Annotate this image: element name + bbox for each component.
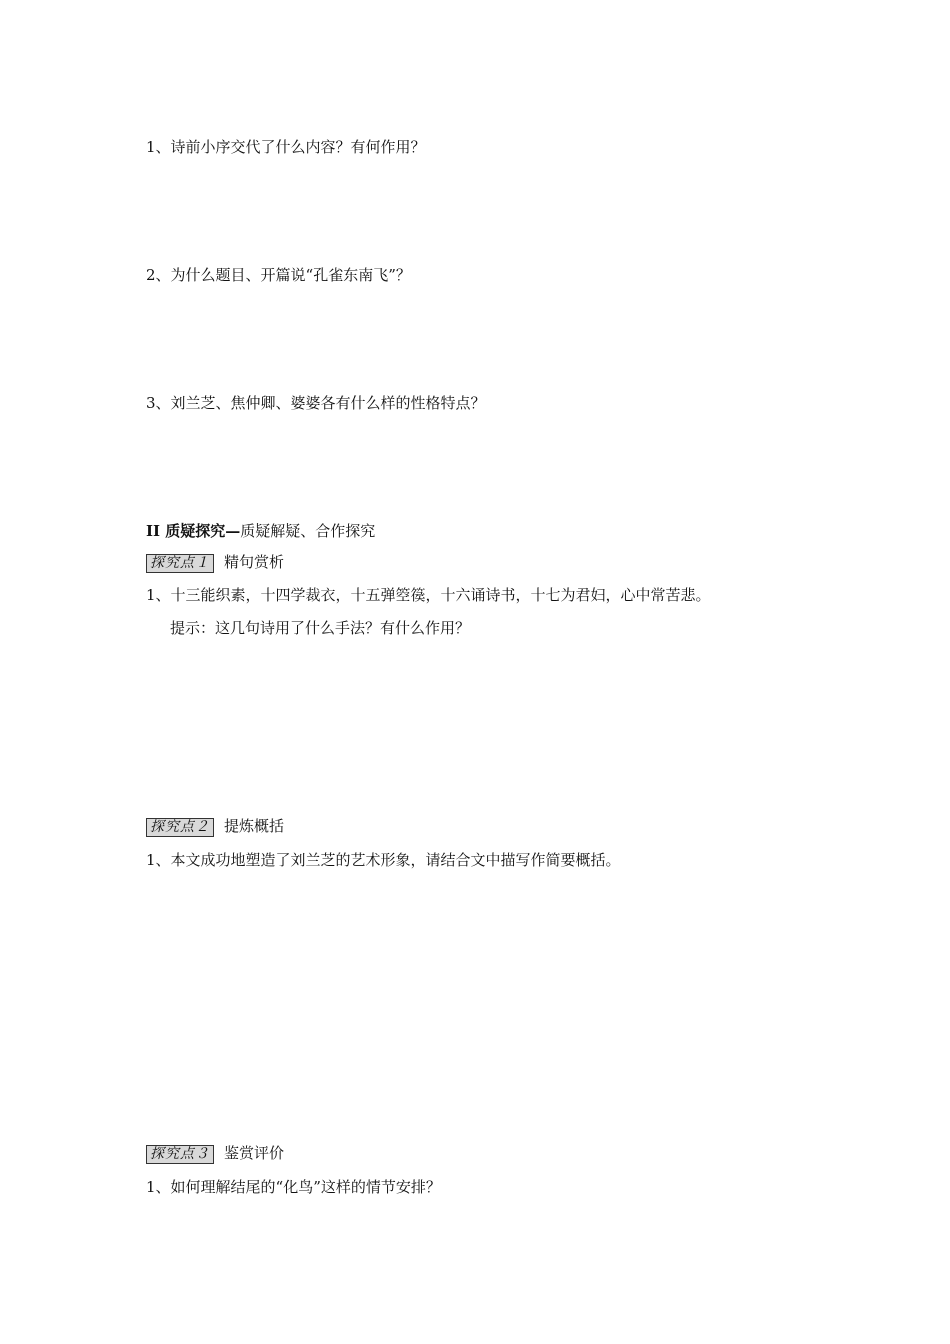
explore-point-3-question: 1、如何理解结尾的“化鸟”这样的情节安排？ — [146, 1178, 441, 1196]
section-heading-rest: 质疑解疑、合作探究 — [240, 522, 376, 540]
section-heading — [146, 521, 375, 541]
preview-question-2: 2、为什么题目、开篇说“孔雀东南飞”？ — [146, 266, 411, 284]
explore-point-1-heading — [146, 552, 284, 573]
explore-point-1-question: 1、十三能织素，十四学裁衣，十五弹箜篌，十六诵诗书，十七为君妇，心中常苦悲。 — [146, 586, 711, 604]
explore-point-2-question: 1、本文成功地塑造了刘兰芝的艺术形象，请结合文中描写作简要概括。 — [146, 851, 621, 869]
explore-point-1-title: 精句赏析 — [224, 553, 285, 571]
explore-point-2-heading — [146, 816, 284, 837]
explore-point-3-tag: 探究点３ — [146, 1145, 214, 1164]
preview-question-1: 1、诗前小序交代了什么内容？有何作用？ — [146, 138, 426, 156]
section-heading-bold: II 质疑探究— — [146, 522, 241, 540]
explore-point-3-heading — [146, 1143, 284, 1164]
explore-point-1-tag: 探究点１ — [146, 554, 214, 573]
explore-point-1-hint: 提示：这几句诗用了什么手法？有什么作用？ — [170, 619, 471, 637]
explore-point-2-title: 提炼概括 — [224, 817, 285, 835]
preview-question-3: 3、刘兰芝、焦仲卿、婆婆各有什么样的性格特点？ — [146, 394, 486, 412]
explore-point-2-tag: 探究点２ — [146, 818, 214, 837]
explore-point-3-title: 鉴赏评价 — [224, 1144, 285, 1162]
